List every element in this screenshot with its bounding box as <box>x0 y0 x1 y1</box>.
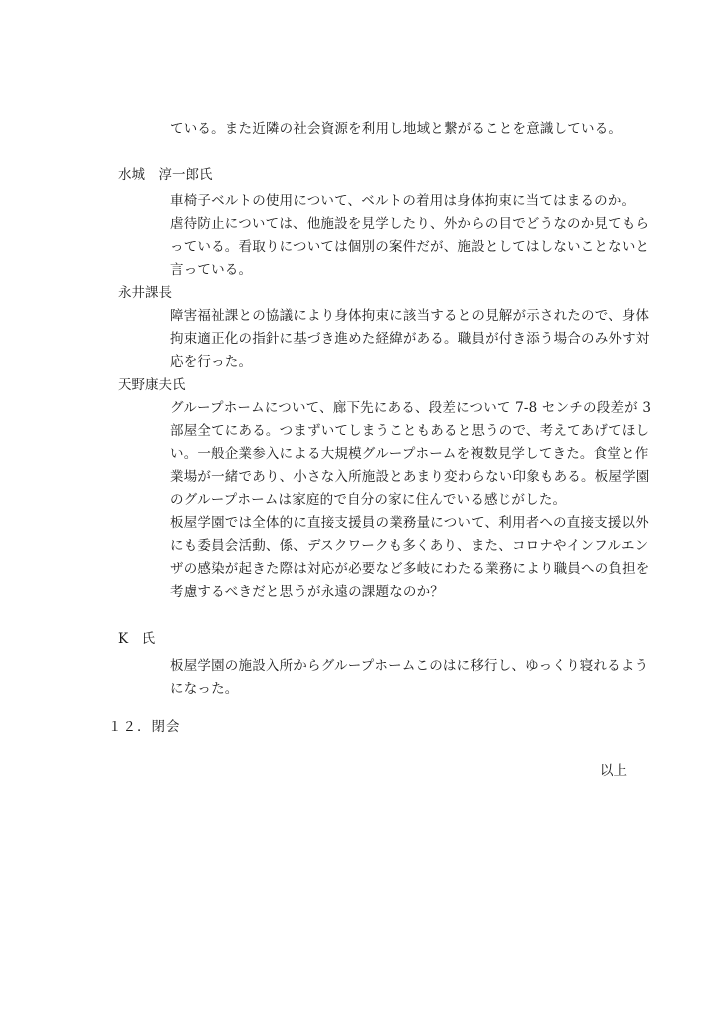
speaker-name: 永井課長 <box>118 285 172 301</box>
speaker-name: 水城 淳一郎氏 <box>118 167 213 183</box>
statement-line: 虐待防止については、他施設を見学したり、外からの目でどうなのか見てもら <box>170 216 650 232</box>
statement-line: ザの感染が起きた際は対応が必要など多岐にわたる業務により職員への負担を <box>170 561 650 577</box>
statement-line: 障害福祉課との協議により身体拘束に該当するとの見解が示されたので、身体 <box>170 308 650 324</box>
statement-line: のグループホームは家庭的で自分の家に住んでいる感じがした。 <box>170 492 567 508</box>
statement-line: グループホームについて、廊下先にある、段差について 7-8 センチの段差が 3 <box>170 400 652 416</box>
statement-line: っている。看取りについては個別の案件だが、施設としてはしないことないと <box>170 239 650 255</box>
statement-line: い。一般企業参入による大規模グループホームを複数見学してきた。食堂と作 <box>170 446 649 462</box>
statement-line: 車椅子ベルトの使用について、ベルトの着用は身体拘束に当てはまるのか。 <box>170 193 636 209</box>
speaker-name: 天野康夫氏 <box>118 377 186 393</box>
statement-line: 業場が一緒であり、小さな入所施設とあまり変わらない印象もある。板屋学園 <box>170 469 650 485</box>
statement-line: 板屋学園の施設入所からグループホームこのはに移行し、ゆっくり寝れるよう <box>170 658 649 674</box>
statement-line: 考慮するべきだと思うが永遠の課題なのか？ <box>170 584 444 600</box>
speaker-name: K 氏 <box>118 631 156 647</box>
statement-line: 部屋全てにある。つまずいてしまうこともあると思うので、考えてあげてほし <box>170 423 650 439</box>
statement-line: 言っている。 <box>170 262 253 278</box>
statement-line: 応を行った。 <box>170 354 253 370</box>
closing-text: 以上 <box>600 763 627 779</box>
intro-line: ている。また近隣の社会資源を利用し地域と繋がることを意識している。 <box>170 121 623 137</box>
statement-line: になった。 <box>170 681 239 697</box>
statement-line: 板屋学園では全体的に直接支援員の業務量について、利用者への直接支援以外 <box>170 515 649 531</box>
section-heading: １２．閉会 <box>108 719 181 735</box>
statement-line: にも委員会活動、係、デスクワークも多くあり、また、コロナやインフルエン <box>170 538 649 554</box>
statement-line: 拘束適正化の指針に基づき進めた経緯がある。職員が付き添う場合のみ外す対 <box>170 331 650 347</box>
